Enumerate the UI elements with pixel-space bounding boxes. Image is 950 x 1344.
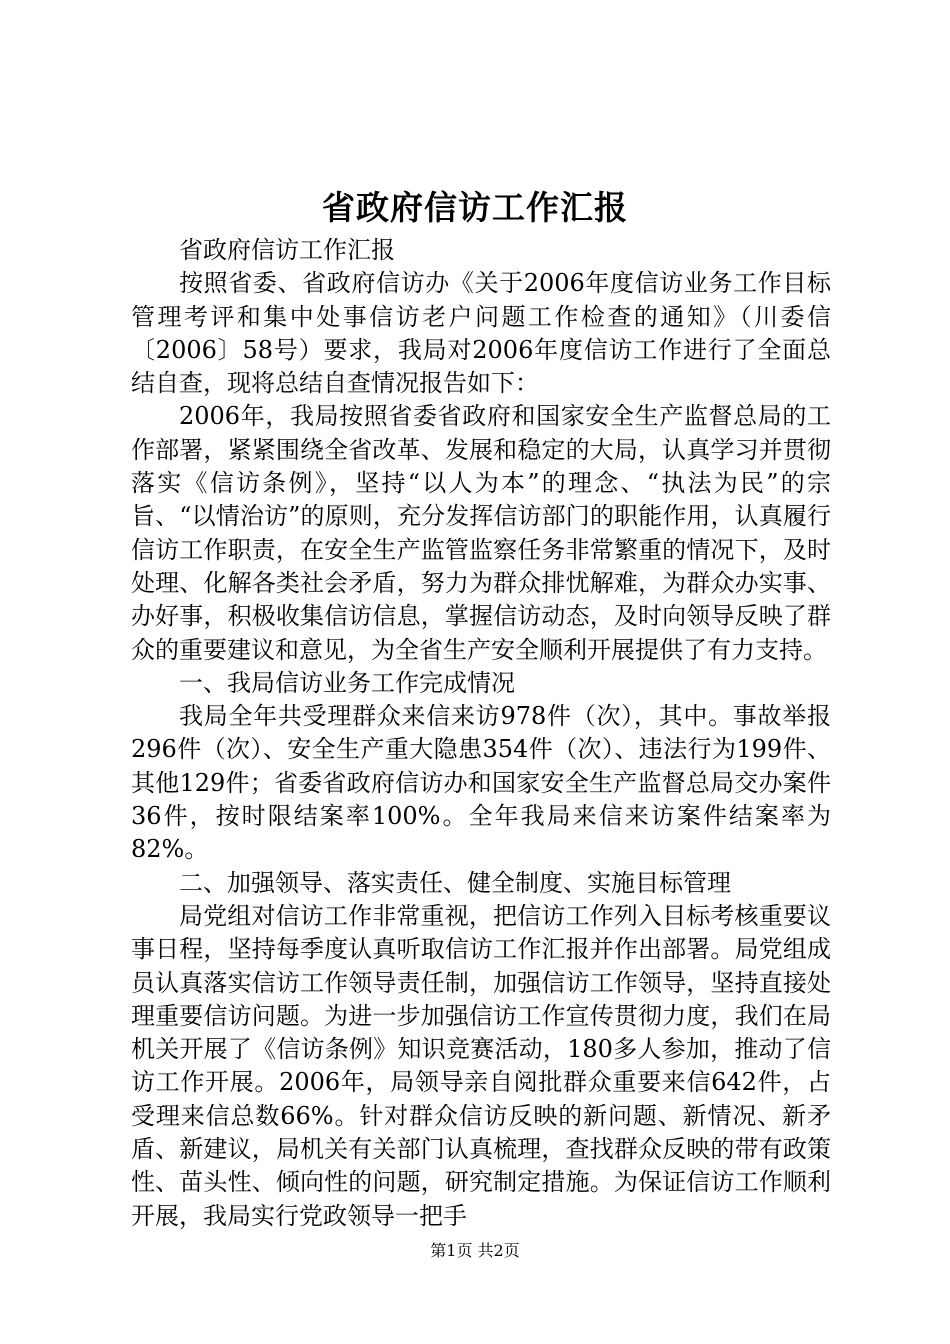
document-body: [131, 234, 831, 1233]
paragraph-leadership: 局党组对信访工作非常重视，把信访工作列入目标考核重要议事日程，坚持每季度认真听取信访工作汇报并作出部署。局党组成员认真落实信访工作领导责任制，加强信访工作领导，坚持直接处理重要信访问题。为进一步加强信访工作宣传贯彻力度，我们在局机关开展了《信访条例》知识竞赛活动，180多人参加，推动了信访工作开展。2006年，局领导亲自阅批群众重要来信642件，占受理来信总数66%。针对群众信访反映的新问题、新情况、新矛盾、新建议，局机关有关部门认真梳理，查找群众反映的带有政策性、苗头性、倾向性的问题，研究制定措施。为保证信访工作顺利开展，我局实行党政领导一把手: [131, 901, 831, 1230]
section-heading-2: 二、加强领导、落实责任、健全制度、实施目标管理: [179, 868, 731, 897]
section-heading-1: 一、我局信访业务工作完成情况: [179, 668, 515, 697]
paragraph-statistics: 我局全年共受理群众来信来访978件（次），其中。事故举报296件（次）、安全生产重大隐患354件（次）、违法行为199件、其他129件；省委省政府信访办和国家安全生产监督总局交办案件36件，按时限结案率100%。全年我局来信来访案件结案率为82%。: [131, 702, 831, 864]
paragraph-overview: 2006年，我局按照省委省政府和国家安全生产监督总局的工作部署，紧紧围绕全省改革、发展和稳定的大局，认真学习并贯彻落实《信访条例》，坚持“以人为本”的理念、“执法为民”的宗旨、“以情治访”的原则，充分发挥信访部门的职能作用，认真履行信访工作职责，在安全生产监管监察任务非常繁重的情况下，及时处理、化解各类社会矛盾，努力为群众排忧解难，为群众办实事、办好事，积极收集信访信息，掌握信访动态，及时向领导反映了群众的重要建议和意见，为全省生产安全顺利开展提供了有力支持。: [131, 402, 831, 664]
document-title: 省政府信访工作汇报: [322, 188, 628, 227]
paragraph-heading-repeat: 省政府信访工作汇报: [179, 236, 395, 264]
paragraph-intro: 按照省委、省政府信访办《关于2006年度信访业务工作目标管理考评和集中处事信访老户问题工作检查的通知》（川委信〔2006〕58号）要求，我局对2006年度信访工作进行了全面总结自查，现将总结自查情况报告如下：: [131, 269, 831, 398]
page-footer: 第1页 共2页: [430, 1241, 520, 1260]
